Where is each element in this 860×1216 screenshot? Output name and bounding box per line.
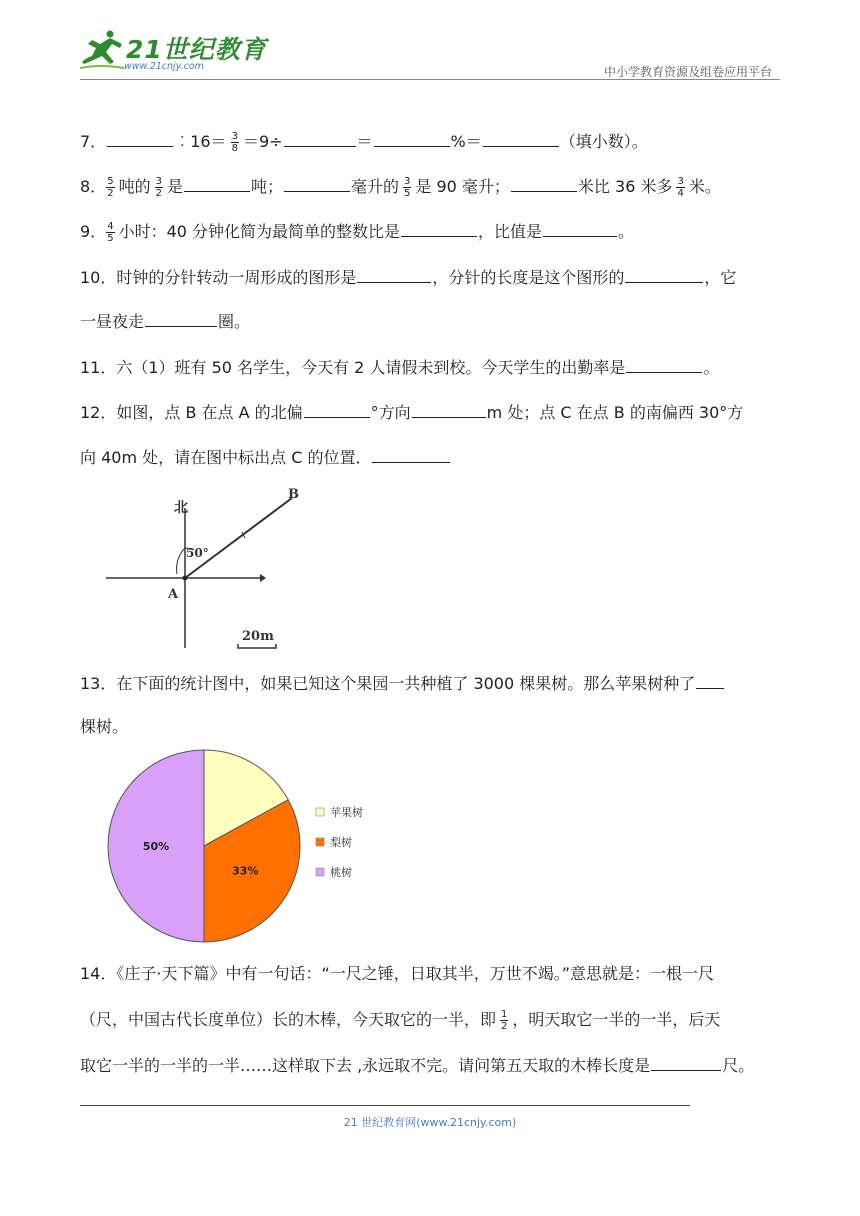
q12-text: 向 40m 处，请在图中标出点 C 的位置． bbox=[80, 448, 372, 467]
question-13-line-1 bbox=[80, 672, 725, 695]
q8-blank-2 bbox=[284, 175, 350, 192]
question-10-line-2 bbox=[80, 310, 250, 333]
q9-text: 。 bbox=[618, 222, 635, 241]
q12-blank-3 bbox=[372, 446, 450, 463]
scale-label: 20m bbox=[242, 629, 274, 644]
angle-label: 50° bbox=[186, 546, 209, 560]
fraction-numerator: 1 bbox=[501, 1009, 508, 1020]
legend-swatch-1 bbox=[316, 838, 324, 846]
question-10-line-1 bbox=[80, 266, 736, 289]
q7-blank-2 bbox=[284, 130, 356, 147]
logo-text: 21世纪教育 bbox=[126, 35, 267, 64]
fraction-denominator: 5 bbox=[404, 188, 411, 199]
q13-text: 棵树。 bbox=[80, 717, 129, 736]
q14-blank bbox=[651, 1054, 721, 1071]
question-11 bbox=[80, 356, 719, 379]
q8-blank-1 bbox=[184, 175, 250, 192]
q8-text: 吨的 bbox=[118, 177, 151, 196]
header-divider bbox=[80, 79, 780, 80]
page-header bbox=[0, 0, 860, 80]
q7-blank-1 bbox=[107, 130, 173, 147]
logo bbox=[80, 30, 280, 74]
q10-text: 一昼夜走 bbox=[80, 312, 145, 331]
line-a-to-b bbox=[185, 498, 292, 578]
pie-data-label-1: 33% bbox=[232, 864, 259, 878]
footer-text: 21 世纪教育网(www.21cnjy.com) bbox=[343, 1116, 517, 1129]
q8-text: 是 bbox=[166, 177, 183, 196]
question-14-line-2 bbox=[80, 1009, 720, 1032]
q14-text: 取它一半的一半的一半……这样取下去 ,永远取不完。请问第五天取的木棒长度是 bbox=[80, 1056, 651, 1075]
pie-data-label-2: 50% bbox=[142, 840, 170, 853]
q12-blank-1 bbox=[304, 401, 370, 418]
q10-blank-3 bbox=[145, 310, 217, 327]
legend-swatch-0 bbox=[316, 808, 324, 816]
fraction-numerator: 3 bbox=[231, 131, 238, 142]
fraction-denominator: 2 bbox=[501, 1021, 508, 1032]
runner-logo-icon bbox=[80, 30, 126, 72]
q8-text: 米比 36 米多 bbox=[577, 177, 673, 196]
q10-blank-2 bbox=[625, 266, 703, 283]
legend-label-1: 梨树 bbox=[330, 836, 352, 849]
fraction-denominator: 4 bbox=[677, 188, 684, 199]
q7-blank-3 bbox=[374, 130, 450, 147]
q9-number: 9． bbox=[80, 222, 107, 241]
q11-blank bbox=[626, 356, 702, 373]
q9-blank-2 bbox=[543, 220, 617, 237]
q7-text: （填小数）。 bbox=[559, 132, 648, 151]
question-14-line-1 bbox=[80, 963, 714, 985]
legend-swatch-2 bbox=[316, 868, 324, 876]
q8-text: 米。 bbox=[688, 177, 721, 196]
q14-text: 14．《庄子·天下篇》中有一句话：“一尺之锤，日取其半，万世不竭。”意思就是：一根一尺 bbox=[80, 964, 715, 983]
q7-number: 7． bbox=[80, 132, 107, 151]
q8-text: 吨； bbox=[250, 177, 283, 196]
q12-text: m 处；点 C 在点 B 的南偏西 30°方 bbox=[486, 403, 744, 422]
legend-label-2: 桃树 bbox=[330, 866, 352, 879]
q10-blank-1 bbox=[357, 266, 431, 283]
scale-bar bbox=[238, 644, 276, 648]
point-a-label: A bbox=[168, 587, 179, 602]
q10-text: ，它 bbox=[704, 268, 737, 287]
q8-fraction-2 bbox=[155, 176, 163, 199]
fraction-denominator: 8 bbox=[231, 143, 238, 154]
q7-fraction bbox=[231, 131, 239, 154]
fruit-tree-pie-chart bbox=[100, 748, 380, 948]
q8-number: 8． bbox=[80, 177, 107, 196]
q9-text: 小时：40 分钟化简为最简单的整数比是 bbox=[118, 222, 401, 241]
angle-arc-left bbox=[177, 548, 185, 574]
q7-text: %＝ bbox=[450, 132, 482, 151]
q14-text: （尺，中国古代长度单位）长的木棒，今天取它的一半，即 bbox=[80, 1010, 497, 1029]
pie-slices bbox=[108, 750, 300, 942]
point-a bbox=[183, 576, 188, 581]
fraction-numerator: 4 bbox=[107, 221, 114, 232]
question-9 bbox=[80, 220, 634, 244]
header-platform-text: 中小学教育资源及组卷应用平台 bbox=[603, 65, 772, 79]
point-b-label: B bbox=[288, 487, 299, 502]
q14-text: ，明天取它一半的一半，后天 bbox=[512, 1010, 721, 1029]
logo-url: www.21cnjy.com bbox=[124, 61, 204, 72]
east-arrow-icon bbox=[260, 574, 266, 582]
q10-text: 圈。 bbox=[218, 312, 251, 331]
q9-fraction bbox=[106, 221, 114, 244]
question-12-line-1 bbox=[80, 401, 743, 424]
q8-fraction-1 bbox=[106, 176, 114, 199]
q11-text: 11．六（1）班有 50 名学生，今天有 2 人请假未到校。今天学生的出勤率是 bbox=[80, 358, 626, 377]
q8-fraction-3 bbox=[403, 176, 411, 199]
question-14-line-3 bbox=[80, 1054, 754, 1077]
q7-text: ︰16＝ bbox=[174, 132, 227, 151]
q7-text: ＝9÷ bbox=[242, 132, 283, 151]
q14-text: 尺。 bbox=[722, 1056, 755, 1075]
question-8 bbox=[80, 175, 721, 199]
q13-text: 13．在下面的统计图中，如果已知这个果园一共种植了 3000 棵果树。那么苹果树种了 bbox=[80, 674, 696, 693]
q13-blank bbox=[696, 672, 724, 689]
footer-divider bbox=[80, 1105, 690, 1106]
north-label: 北 bbox=[174, 500, 188, 516]
fraction-denominator: 2 bbox=[155, 188, 162, 199]
direction-diagram bbox=[100, 486, 320, 656]
q9-blank-1 bbox=[401, 220, 477, 237]
pie-legend bbox=[316, 805, 363, 879]
fraction-denominator: 2 bbox=[107, 188, 114, 199]
q7-blank-4 bbox=[483, 130, 559, 147]
q12-blank-2 bbox=[412, 401, 486, 418]
fraction-numerator: 3 bbox=[155, 176, 162, 187]
q10-text: 10．时钟的分针转动一周形成的图形是 bbox=[80, 268, 357, 287]
legend-label-0: 苹果树 bbox=[330, 806, 363, 819]
question-12-line-2 bbox=[80, 446, 451, 469]
q7-text: ＝ bbox=[356, 132, 373, 151]
q12-text: 12．如图，点 B 在点 A 的北偏 bbox=[80, 403, 303, 422]
q12-text: °方向 bbox=[370, 403, 411, 422]
question-7 bbox=[80, 130, 648, 154]
q8-text: 毫升的 bbox=[350, 177, 399, 196]
q8-fraction-4 bbox=[676, 176, 684, 199]
question-13-line-2 bbox=[80, 716, 128, 738]
q14-fraction bbox=[500, 1009, 508, 1032]
q10-text: ，分针的长度是这个图形的 bbox=[432, 268, 625, 287]
fraction-numerator: 5 bbox=[107, 176, 114, 187]
q8-blank-3 bbox=[511, 175, 577, 192]
fraction-numerator: 3 bbox=[677, 176, 684, 187]
fraction-numerator: 3 bbox=[404, 176, 411, 187]
q8-text: 是 90 毫升； bbox=[415, 177, 510, 196]
q11-text: 。 bbox=[703, 358, 720, 377]
fraction-denominator: 5 bbox=[107, 233, 114, 244]
q9-text: ，比值是 bbox=[478, 222, 543, 241]
